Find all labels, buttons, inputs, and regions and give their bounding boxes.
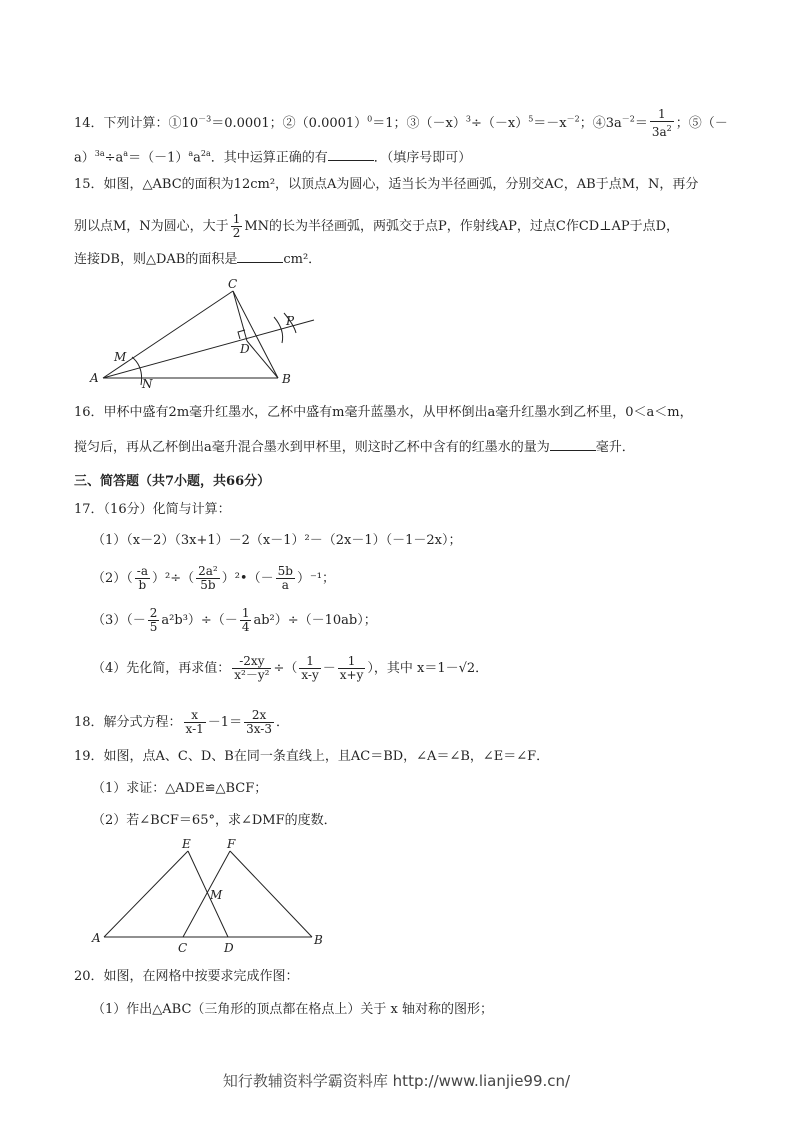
text: 14．下列计算：①10 <box>74 116 199 131</box>
q17-part-2 <box>92 565 335 592</box>
q19-line-1: 19．如图，点A、C、D、B在同一条直线上，且AC＝BD，∠A＝∠B，∠E＝∠F． <box>74 749 550 764</box>
sup: 0 <box>367 114 373 124</box>
text: 连接DB，则△DAB的面积是 <box>74 252 238 267</box>
fraction <box>276 565 295 592</box>
label-m: M <box>114 350 127 364</box>
segment-cd <box>233 291 247 341</box>
q17-part-3 <box>92 607 377 634</box>
numerator: x <box>184 709 206 723</box>
text: 18．解分式方程： <box>74 715 182 730</box>
numerator: -2xy <box>232 655 271 669</box>
q17-part-1: （1）（x－2）（3x+1）－2（x－1）²－（2x－1）（－1－2x）； <box>92 533 462 548</box>
q17-part-4 <box>92 655 488 682</box>
segment-cf <box>183 851 230 937</box>
q15-figure <box>88 275 328 390</box>
fraction <box>338 655 366 682</box>
label-d: D <box>240 342 250 356</box>
text: ）²÷（ <box>152 571 195 586</box>
q19-figure <box>90 835 340 955</box>
label-e: E <box>182 837 191 851</box>
text: ÷a <box>104 150 124 166</box>
numerator: 1 <box>338 655 366 669</box>
text: a） <box>74 150 95 166</box>
sup: －2 <box>566 114 580 124</box>
text: （2）（ <box>92 571 133 586</box>
answer-blank[interactable] <box>328 148 374 161</box>
numerator: 1 <box>650 108 674 122</box>
fraction <box>244 709 274 736</box>
text: ．（填序号即可） <box>373 150 472 166</box>
numerator: 1 <box>299 655 320 669</box>
sup: －3 <box>198 114 212 124</box>
label-m: M <box>210 888 223 902</box>
text: cm²． <box>283 252 322 267</box>
answer-blank[interactable] <box>237 250 283 263</box>
denominator: 2 <box>232 226 241 240</box>
numerator: 2x <box>244 709 274 723</box>
label-c: C <box>178 941 188 955</box>
numerator: 2a² <box>198 564 218 578</box>
numerator: 5b <box>277 564 293 578</box>
label-b: B <box>282 372 291 386</box>
label-d: D <box>224 941 234 955</box>
q20-line-1: 20．如图，在网格中按要求完成作图： <box>74 969 299 984</box>
text: ＝0.0001；②（0.0001） <box>211 116 368 131</box>
sup: －2 <box>621 114 635 124</box>
denominator: a <box>281 578 289 592</box>
text: ＝1；③（－x） <box>372 116 466 131</box>
text: ＝－x <box>533 116 567 131</box>
q18-line <box>74 709 289 736</box>
fraction <box>240 607 252 634</box>
label-a: A <box>90 371 99 385</box>
fraction <box>196 565 220 592</box>
q19-part-2: （2）若∠BCF＝65°，求∠DMF的度数． <box>92 813 337 828</box>
denominator: x²－y² <box>234 668 270 682</box>
numerator: -a <box>136 564 148 578</box>
text: ＝（－1） <box>128 150 189 166</box>
text: ． <box>275 715 289 730</box>
denominator <box>650 122 674 139</box>
sup: a <box>123 149 129 158</box>
fraction <box>148 607 160 634</box>
label-b: B <box>314 933 323 947</box>
q15-line-3 <box>74 250 321 269</box>
q14-line-1 <box>74 108 728 139</box>
text: ．其中运算正确的有 <box>210 150 328 166</box>
text: ÷（－x） <box>470 116 529 131</box>
label-a: A <box>92 931 101 945</box>
sup: 2a <box>200 149 211 158</box>
text: MN的长为半径画弧，两弧交于点P，作射线AP，过点C作CD⊥AP于点D， <box>244 219 679 234</box>
text: ），其中 x＝1－√2． <box>367 661 489 676</box>
fraction <box>299 655 320 682</box>
text: ÷（ <box>273 661 298 676</box>
text: ab²）÷（－10ab）； <box>253 613 377 628</box>
q16-line-1: 16．甲杯中盛有2m毫升红墨水，乙杯中盛有m毫升蓝墨水，从甲杯倒出a毫升红墨水到乙杯里，0＜a＜m， <box>74 405 693 420</box>
text: ；④3a <box>579 116 622 131</box>
fraction <box>232 655 271 682</box>
section-title: 三、简答题（共7小题，共66分） <box>74 474 271 489</box>
answer-blank[interactable] <box>550 438 596 451</box>
denominator: x+y <box>339 668 364 682</box>
text: a <box>193 150 201 166</box>
arc-mn <box>132 357 142 385</box>
text: 3a <box>651 125 667 139</box>
text: －1＝ <box>207 715 243 730</box>
text: 毫升． <box>595 440 635 455</box>
q20-part-1: （1）作出△ABC（三角形的顶点都在格点上）关于 x 轴对称的图形； <box>92 1002 493 1017</box>
denominator: 5b <box>200 578 216 592</box>
denominator: 3x-3 <box>246 722 272 736</box>
numerator: 2 <box>149 606 158 620</box>
q16-line-2 <box>74 438 635 457</box>
sup: 2 <box>666 124 672 133</box>
numerator: 1 <box>241 606 250 620</box>
segment-fb <box>230 851 312 937</box>
text: a²b³）÷（－ <box>161 613 238 628</box>
fraction <box>135 565 150 592</box>
footer-watermark: 知行教辅资料学霸资料库 http://www.lianjie99.cn/ <box>222 1072 571 1090</box>
label-n: N <box>142 377 153 390</box>
numerator: 1 <box>232 212 241 226</box>
denominator: b <box>138 578 147 592</box>
sup: 3a <box>94 149 105 158</box>
text: ）⁻¹； <box>296 571 336 586</box>
segment-db <box>247 341 278 378</box>
fraction <box>650 108 674 139</box>
text: － <box>322 661 336 676</box>
denominator: x-y <box>301 668 319 682</box>
q15-line-2 <box>74 213 679 240</box>
denominator: x-1 <box>185 722 204 736</box>
label-c: C <box>228 277 238 291</box>
q14-line-2 <box>74 145 471 167</box>
text: ；⑤（－ <box>675 116 728 131</box>
sup: 5 <box>528 114 534 124</box>
fraction <box>231 213 243 240</box>
q19-part-1: （1）求证：△ADE≌△BCF； <box>92 781 268 796</box>
text: 搅匀后，再从乙杯倒出a毫升混合墨水到甲杯里，则这时乙杯中含有的红墨水的量为 <box>74 440 550 455</box>
segment-ae <box>104 851 188 937</box>
label-p: P <box>286 314 295 328</box>
segment-ac <box>103 291 233 378</box>
label-f: F <box>227 837 236 851</box>
text: ＝ <box>634 116 648 131</box>
sup: a <box>188 149 194 158</box>
denominator: 4 <box>241 620 250 634</box>
denominator: 5 <box>149 620 158 634</box>
sup: 3 <box>465 114 471 124</box>
ray-ap <box>103 320 314 378</box>
q15-line-1: 15．如图，△ABC的面积为12cm²，以顶点A为圆心，适当长为半径画弧，分别交AC，AB于点M，N，再分 <box>74 177 699 192</box>
q17-title: 17．（16分）化简与计算： <box>74 502 231 517</box>
text: （3）（－ <box>92 613 146 628</box>
text: （4）先化简，再求值： <box>92 661 231 676</box>
text: ）²•（－ <box>221 571 274 586</box>
fraction <box>184 709 206 736</box>
text: 别以点M，N为圆心，大于 <box>74 219 229 234</box>
segment-cb <box>233 291 278 378</box>
